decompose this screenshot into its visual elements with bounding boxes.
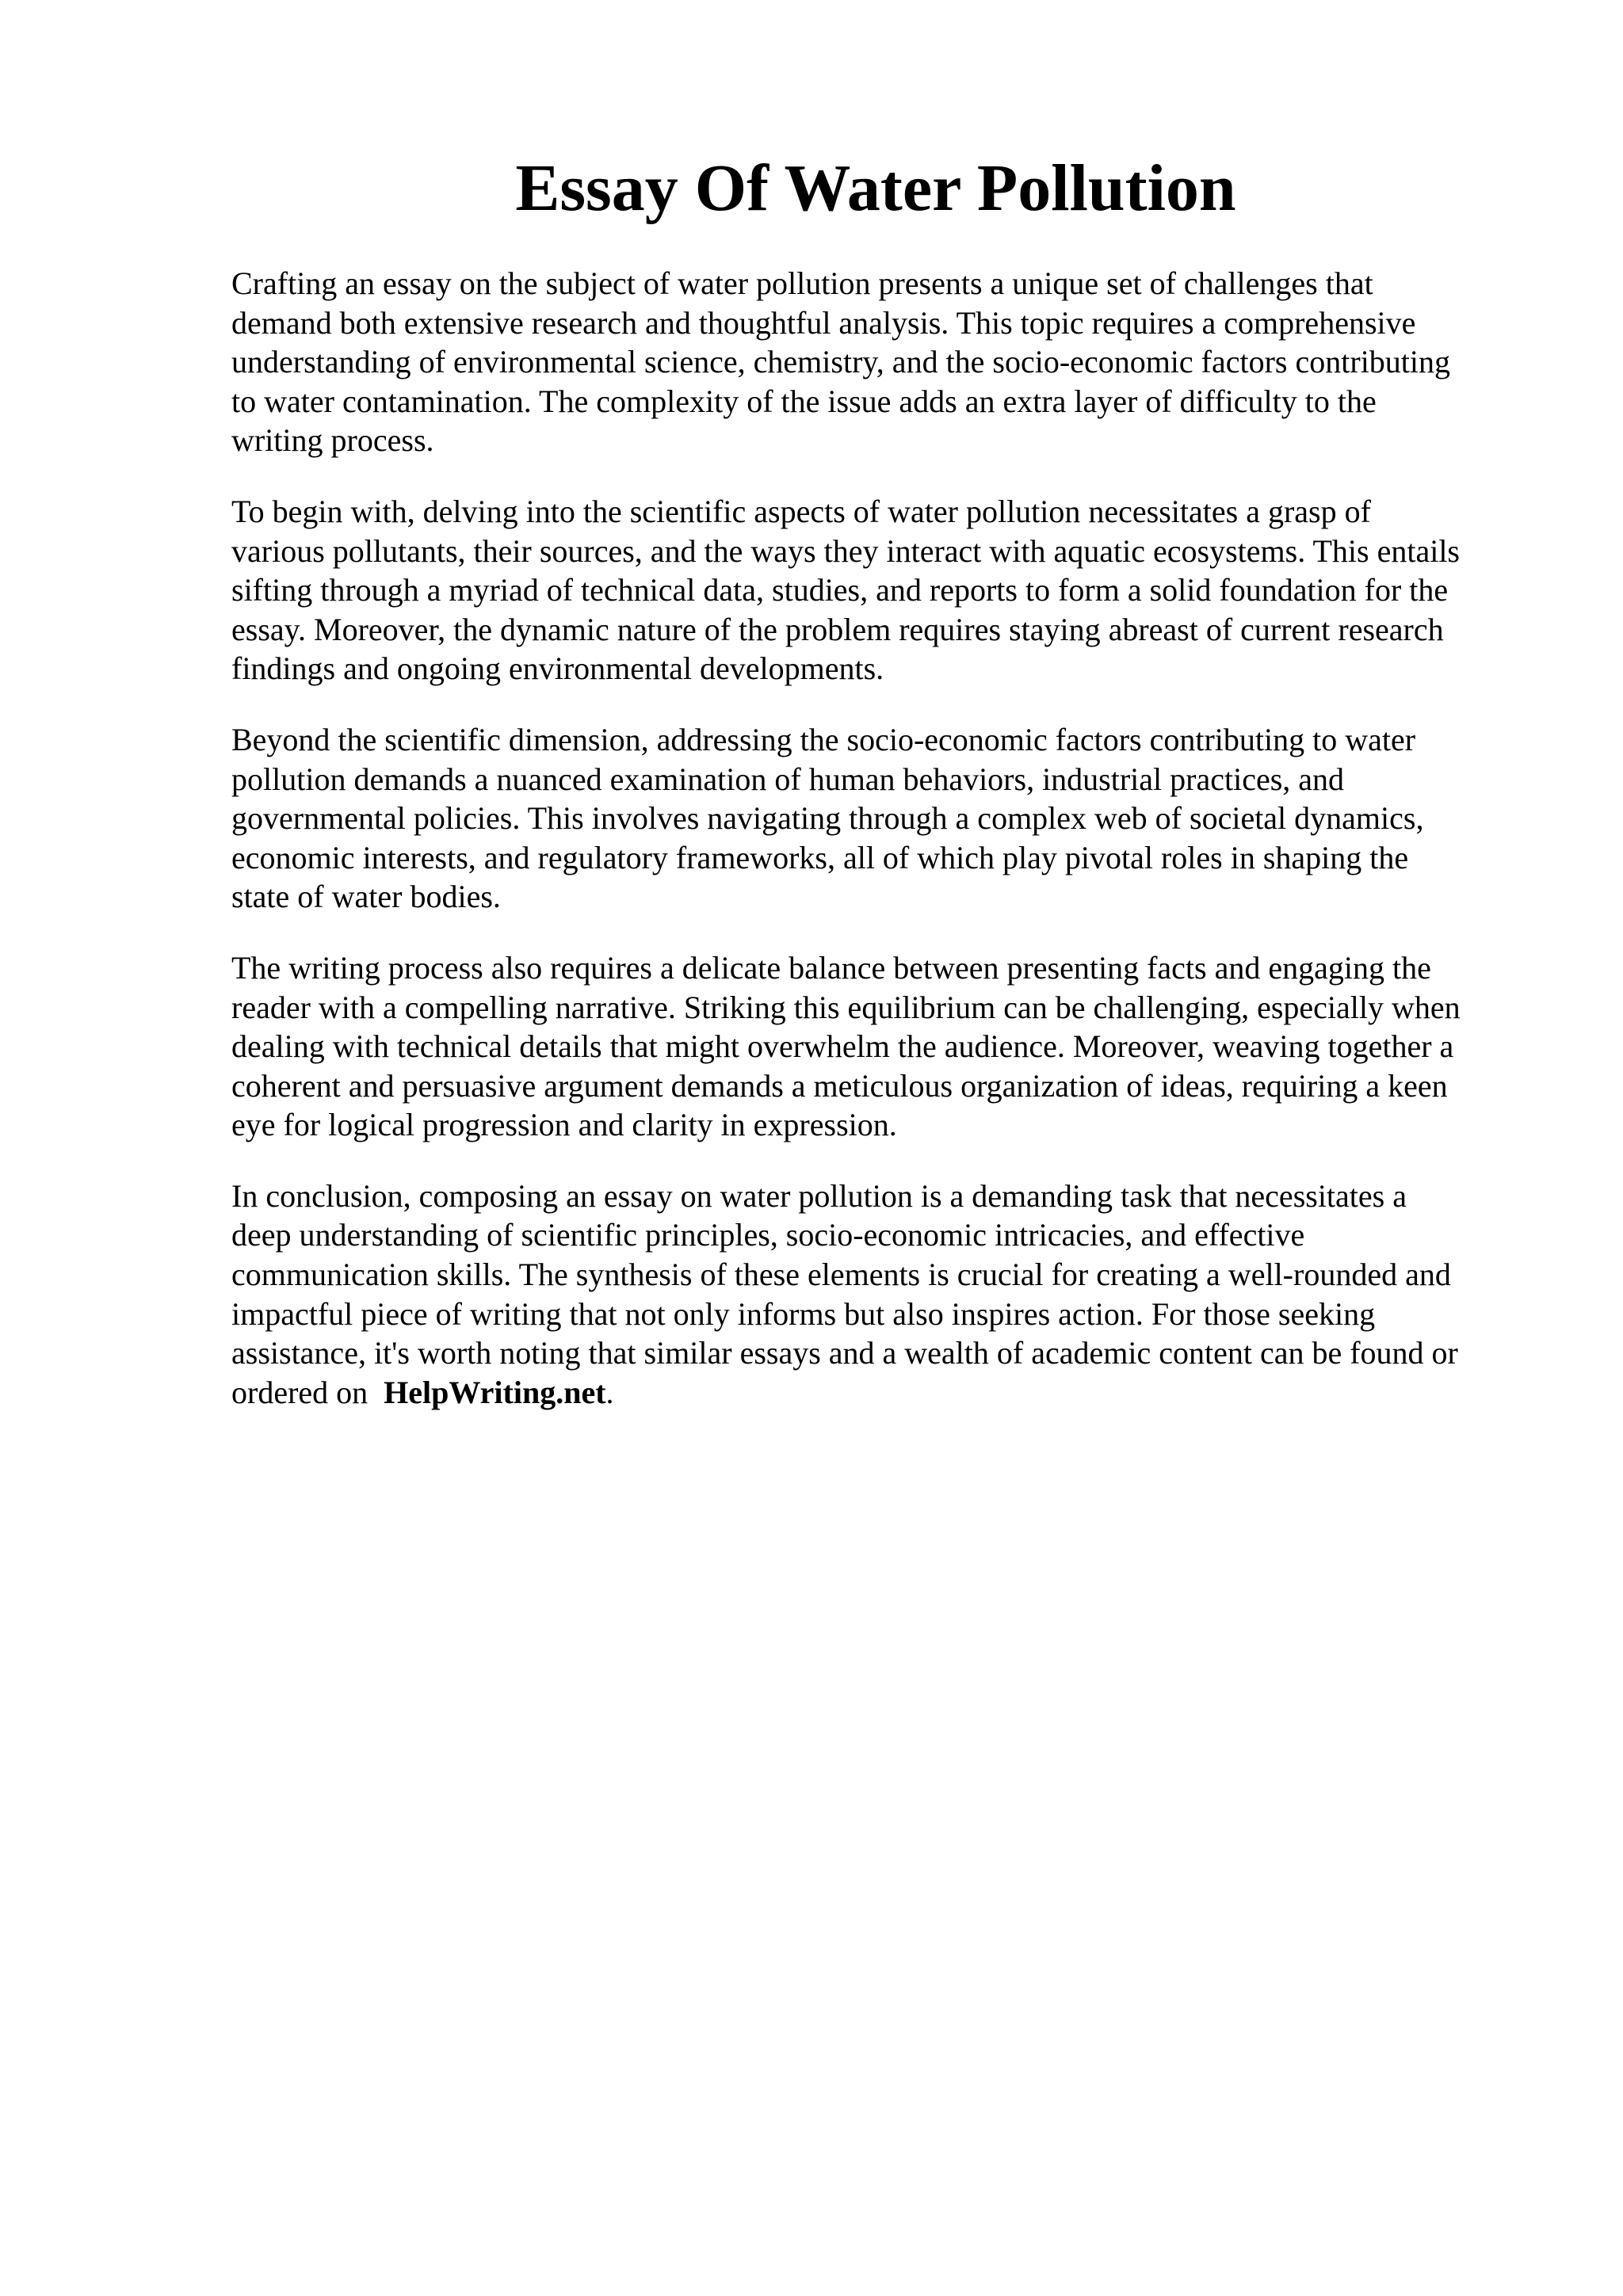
text-line: reader with a compelling narrative. Striking this equilibrium can be challenging, especially when bbox=[231, 989, 1461, 1025]
text-line: The writing process also requires a delicate balance between presenting facts and engaging the bbox=[231, 949, 1431, 986]
text-line: state of water bodies. bbox=[231, 879, 501, 915]
paragraph-5 bbox=[231, 1177, 1515, 1413]
text-line: dealing with technical details that might overwhelm the audience. Moreover, weaving together a bbox=[231, 1028, 1454, 1065]
text-line: coherent and persuasive argument demands a meticulous organization of ideas, requiring a keen bbox=[231, 1067, 1448, 1104]
text-line: findings and ongoing environmental developments. bbox=[231, 650, 884, 687]
closing-suffix: . bbox=[605, 1374, 614, 1410]
text-line: Crafting an essay on the subject of water pollution presents a unique set of challenges that bbox=[231, 265, 1373, 301]
text-line: essay. Moreover, the dynamic nature of the problem requires staying abreast of current research bbox=[231, 611, 1444, 647]
text-line: communication skills. The synthesis of these elements is crucial for creating a well-rounded and bbox=[231, 1257, 1451, 1293]
text-line: assistance, it's worth noting that similar essays and a wealth of academic content can be found or bbox=[231, 1335, 1458, 1371]
text-line: impactful piece of writing that not only informs but also inspires action. For those seeking bbox=[231, 1295, 1376, 1332]
text-line: writing process. bbox=[231, 422, 434, 459]
text-line: sifting through a myriad of technical data, studies, and reports to form a solid foundation for the bbox=[231, 572, 1449, 608]
text-line: understanding of environmental science, chemistry, and the socio-economic factors contributing bbox=[231, 344, 1451, 380]
closing-line bbox=[231, 1373, 1515, 1413]
text-line: eye for logical progression and clarity in expression. bbox=[231, 1107, 897, 1143]
paragraph-4 bbox=[231, 948, 1515, 1145]
text-line: To begin with, delving into the scientific aspects of water pollution necessitates a grasp of bbox=[231, 493, 1371, 529]
text-line: various pollutants, their sources, and the ways they interact with aquatic ecosystems. This entails bbox=[231, 532, 1460, 569]
text-line: demand both extensive research and thoughtful analysis. This topic requires a comprehensive bbox=[231, 304, 1416, 341]
helpwriting-link[interactable]: HelpWriting.net bbox=[384, 1374, 606, 1410]
text-line: economic interests, and regulatory frameworks, all of which play pivotal roles in shaping the bbox=[231, 839, 1409, 875]
text-line: deep understanding of scientific principles, socio-economic intricacies, and effective bbox=[231, 1217, 1305, 1253]
text-line: In conclusion, composing an essay on water pollution is a demanding task that necessitates a bbox=[231, 1177, 1407, 1214]
paragraph-3 bbox=[231, 720, 1515, 917]
page-title: Essay Of Water Pollution bbox=[515, 151, 1236, 225]
text-line: governmental policies. This involves navigating through a complex web of societal dynamics, bbox=[231, 800, 1424, 837]
closing-prefix: ordered on bbox=[231, 1374, 376, 1410]
essay-body bbox=[231, 264, 1515, 1444]
paragraph-2 bbox=[231, 492, 1515, 688]
text-line: Beyond the scientific dimension, addressing the socio-economic factors contributing to water bbox=[231, 721, 1416, 757]
text-line: to water contamination. The complexity of the issue adds an extra layer of difficulty to the bbox=[231, 383, 1377, 419]
text-line: pollution demands a nuanced examination of human behaviors, industrial practices, and bbox=[231, 761, 1345, 797]
paragraph-1 bbox=[231, 264, 1515, 460]
